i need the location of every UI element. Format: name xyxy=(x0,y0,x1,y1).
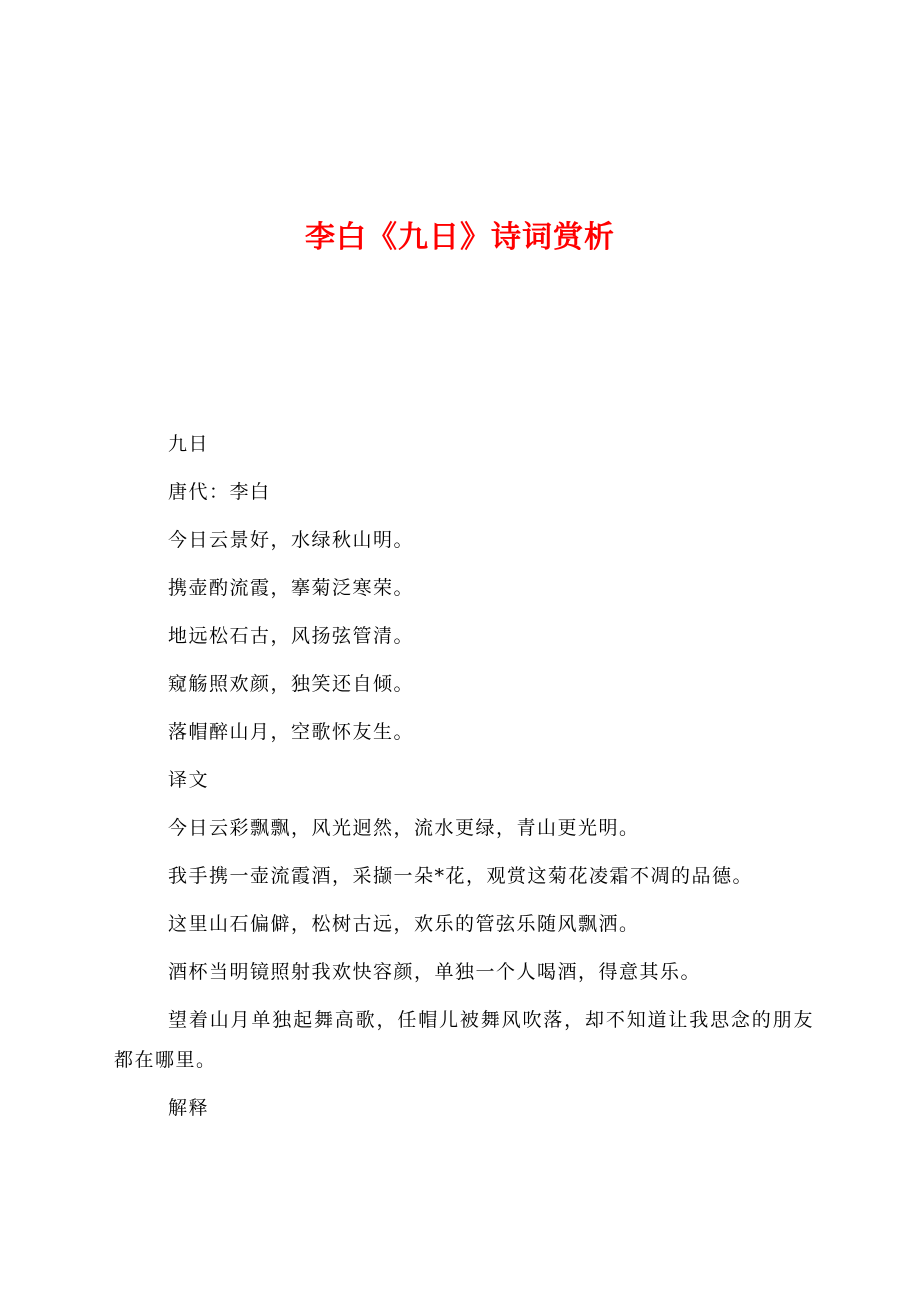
poem-line: 落帽醉山月，空歌怀友生。 xyxy=(168,721,415,743)
poem-author: 唐代：李白 xyxy=(168,481,271,503)
poem-line: 今日云景好，水绿秋山明。 xyxy=(168,529,415,551)
translation-line: 这里山石偏僻，松树古远，欢乐的管弦乐随风飘洒。 xyxy=(168,913,640,935)
poem-line: 携壶酌流霞，搴菊泛寒荣。 xyxy=(168,577,415,599)
translation-line: 望着山月单独起舞高歌，任帽儿被舞风吹落，却不知道让我思念的朋友都在哪里。 xyxy=(114,1009,814,1071)
translation-line: 酒杯当明镜照射我欢快容颜，单独一个人喝酒，得意其乐。 xyxy=(168,961,702,983)
section-heading-translation: 译文 xyxy=(168,769,210,791)
poem-title: 九日 xyxy=(168,433,210,455)
section-heading-explanation: 解释 xyxy=(168,1097,210,1119)
translation-line: 我手携一壶流霞酒，采撷一朵*花，观赏这菊花凌霜不凋的品德。 xyxy=(168,865,754,887)
document-body xyxy=(114,420,814,1132)
poem-line: 窥觞照欢颜，独笑还自倾。 xyxy=(168,673,415,695)
poem-line: 地远松石古，风扬弦管清。 xyxy=(168,625,415,647)
document-title: 李白《九日》诗词赏析 xyxy=(305,220,615,256)
translation-line: 今日云彩飘飘，风光迥然，流水更绿，青山更光明。 xyxy=(168,817,640,839)
